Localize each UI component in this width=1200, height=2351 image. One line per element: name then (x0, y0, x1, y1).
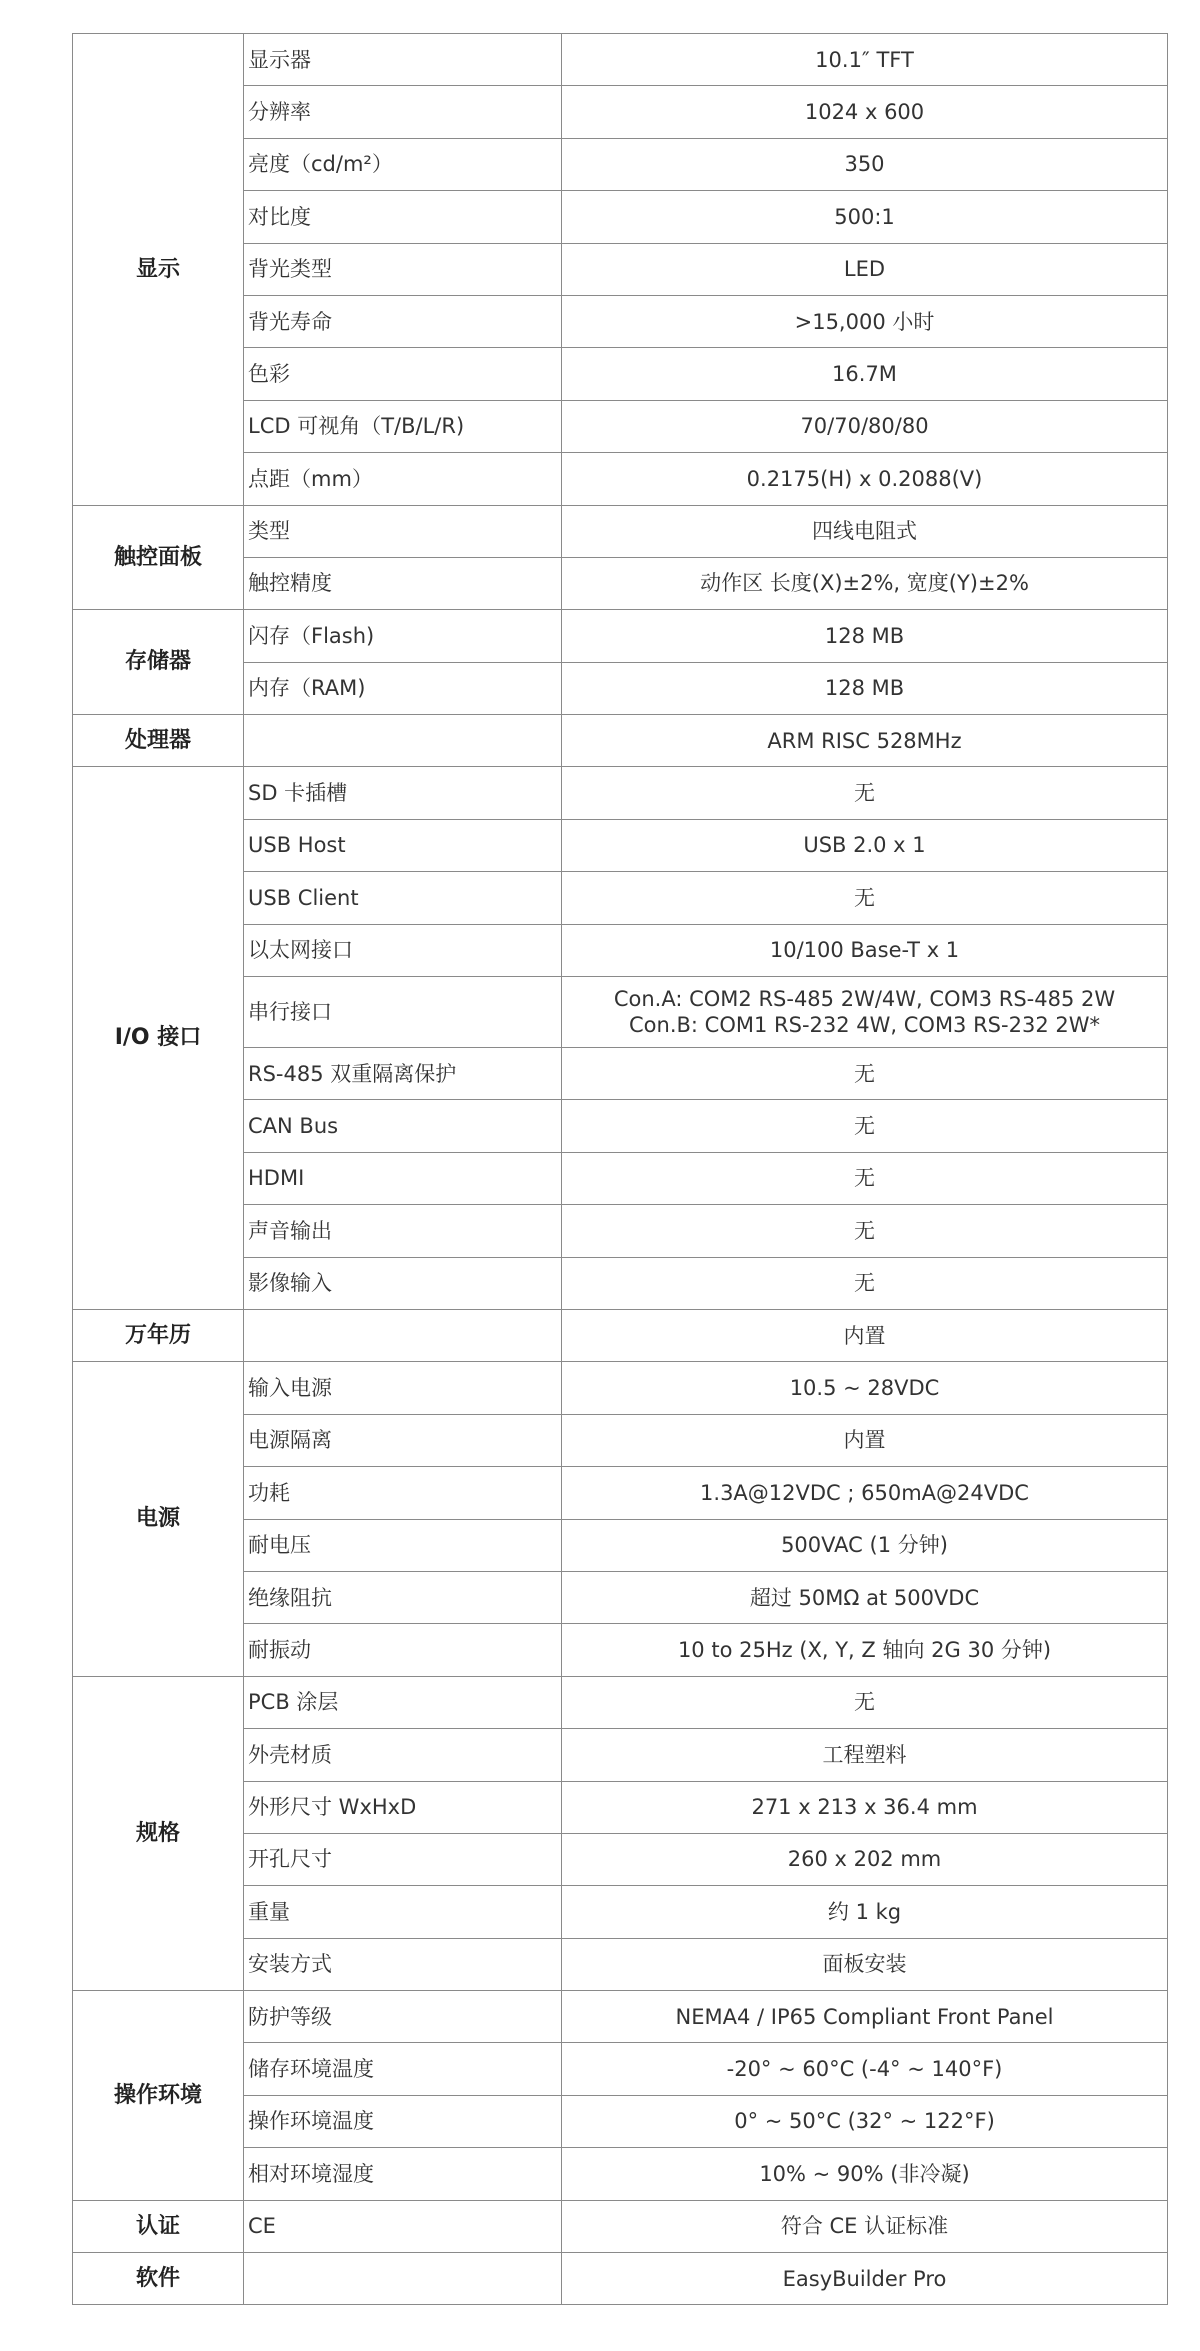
param-label (244, 715, 562, 767)
param-value: 无 (562, 1152, 1168, 1204)
param-value: 无 (562, 1676, 1168, 1728)
param-value: 无 (562, 1205, 1168, 1257)
spec-row (73, 505, 1168, 557)
param-value: 70/70/80/80 (562, 400, 1168, 452)
param-value: 350 (562, 138, 1168, 190)
param-value-line: Con.B: COM1 RS-232 4W, COM3 RS-232 2W* (629, 1013, 1100, 1038)
param-value: 四线电阻式 (562, 505, 1168, 557)
param-value: EasyBuilder Pro (562, 2253, 1168, 2305)
param-label: 影像输入 (244, 1257, 562, 1309)
param-label: 开孔尺寸 (244, 1833, 562, 1885)
param-label: 防护等级 (244, 1991, 562, 2043)
param-label: 声音输出 (244, 1205, 562, 1257)
param-value: 内置 (562, 1309, 1168, 1361)
param-label: 功耗 (244, 1467, 562, 1519)
param-value: 10/100 Base-T x 1 (562, 924, 1168, 976)
param-label: 重量 (244, 1886, 562, 1938)
param-value: >15,000 小时 (562, 295, 1168, 347)
spec-row (73, 34, 1168, 86)
spec-row (73, 1309, 1168, 1361)
param-label: 色彩 (244, 348, 562, 400)
param-label: 背光类型 (244, 243, 562, 295)
param-label: 分辨率 (244, 86, 562, 138)
spec-row (73, 715, 1168, 767)
param-value: 超过 50MΩ at 500VDC (562, 1571, 1168, 1623)
param-label (244, 2253, 562, 2305)
param-label: 点距（mm） (244, 453, 562, 505)
param-value: 260 x 202 mm (562, 1833, 1168, 1885)
param-value: 无 (562, 1100, 1168, 1152)
param-label: 绝缘阻抗 (244, 1571, 562, 1623)
param-label: 耐振动 (244, 1624, 562, 1676)
param-label: RS-485 双重隔离保护 (244, 1048, 562, 1100)
spec-table (72, 33, 1168, 2305)
spec-table-body (73, 34, 1168, 2305)
category-label: 软件 (73, 2253, 244, 2305)
param-label: 亮度（cd/m²） (244, 138, 562, 190)
param-label: CE (244, 2200, 562, 2252)
spec-row (73, 1676, 1168, 1728)
param-label: 触控精度 (244, 557, 562, 609)
param-label: 串行接口 (244, 977, 562, 1048)
param-label: SD 卡插槽 (244, 767, 562, 819)
param-label: 安装方式 (244, 1938, 562, 1990)
param-value: 500:1 (562, 191, 1168, 243)
param-label: 闪存（Flash) (244, 610, 562, 662)
param-value: 1024 x 600 (562, 86, 1168, 138)
param-value: 16.7M (562, 348, 1168, 400)
param-value: NEMA4 / IP65 Compliant Front Panel (562, 1991, 1168, 2043)
param-label: 耐电压 (244, 1519, 562, 1571)
param-value: 内置 (562, 1414, 1168, 1466)
category-label: 处理器 (73, 715, 244, 767)
param-label: 外形尺寸 WxHxD (244, 1781, 562, 1833)
param-label: 相对环境湿度 (244, 2148, 562, 2200)
param-label: PCB 涂层 (244, 1676, 562, 1728)
param-value: USB 2.0 x 1 (562, 819, 1168, 871)
param-value: 128 MB (562, 610, 1168, 662)
param-value: 面板安装 (562, 1938, 1168, 1990)
spec-row (73, 610, 1168, 662)
param-label (244, 1309, 562, 1361)
param-value: 10 to 25Hz (X, Y, Z 轴向 2G 30 分钟) (562, 1624, 1168, 1676)
param-label: 背光寿命 (244, 295, 562, 347)
param-value: 128 MB (562, 662, 1168, 714)
param-label: 对比度 (244, 191, 562, 243)
param-value: 10.1″ TFT (562, 34, 1168, 86)
param-label: LCD 可视角（T/B/L/R) (244, 400, 562, 452)
param-value: 无 (562, 1257, 1168, 1309)
param-value: ARM RISC 528MHz (562, 715, 1168, 767)
param-value: 无 (562, 872, 1168, 924)
param-label: 显示器 (244, 34, 562, 86)
param-value: 无 (562, 1048, 1168, 1100)
param-value: LED (562, 243, 1168, 295)
param-value: -20° ~ 60°C (-4° ~ 140°F) (562, 2043, 1168, 2095)
param-value: 10% ~ 90% (非冷凝) (562, 2148, 1168, 2200)
category-label: 规格 (73, 1676, 244, 1990)
param-value: 0.2175(H) x 0.2088(V) (562, 453, 1168, 505)
spec-row (73, 2253, 1168, 2305)
param-label: 输入电源 (244, 1362, 562, 1414)
param-value-line: Con.A: COM2 RS-485 2W/4W, COM3 RS-485 2W (613, 986, 1116, 1011)
param-value: 符合 CE 认证标准 (562, 2200, 1168, 2252)
param-label: HDMI (244, 1152, 562, 1204)
param-label: 内存（RAM) (244, 662, 562, 714)
category-label: 显示 (73, 34, 244, 506)
spec-row (73, 2200, 1168, 2252)
param-value: 工程塑料 (562, 1729, 1168, 1781)
param-value: 动作区 长度(X)±2%, 宽度(Y)±2% (562, 557, 1168, 609)
spec-row (73, 1362, 1168, 1414)
category-label: 触控面板 (73, 505, 244, 610)
param-value: 0° ~ 50°C (32° ~ 122°F) (562, 2095, 1168, 2147)
param-label: 储存环境温度 (244, 2043, 562, 2095)
category-label: 存储器 (73, 610, 244, 715)
param-value (562, 977, 1168, 1048)
param-label: 操作环境温度 (244, 2095, 562, 2147)
param-label: 类型 (244, 505, 562, 557)
param-value: 约 1 kg (562, 1886, 1168, 1938)
param-value: 1.3A@12VDC ; 650mA@24VDC (562, 1467, 1168, 1519)
param-label: 以太网接口 (244, 924, 562, 976)
param-label: USB Client (244, 872, 562, 924)
param-label: 外壳材质 (244, 1729, 562, 1781)
category-label: 万年历 (73, 1309, 244, 1361)
param-label: USB Host (244, 819, 562, 871)
spec-row (73, 767, 1168, 819)
param-label: CAN Bus (244, 1100, 562, 1152)
param-label: 电源隔离 (244, 1414, 562, 1466)
spec-row (73, 1991, 1168, 2043)
param-value: 271 x 213 x 36.4 mm (562, 1781, 1168, 1833)
param-value: 10.5 ~ 28VDC (562, 1362, 1168, 1414)
category-label: 认证 (73, 2200, 244, 2252)
category-label: 操作环境 (73, 1991, 244, 2201)
param-value: 无 (562, 767, 1168, 819)
param-value: 500VAC (1 分钟) (562, 1519, 1168, 1571)
category-label: 电源 (73, 1362, 244, 1676)
category-label: I/O 接口 (73, 767, 244, 1310)
